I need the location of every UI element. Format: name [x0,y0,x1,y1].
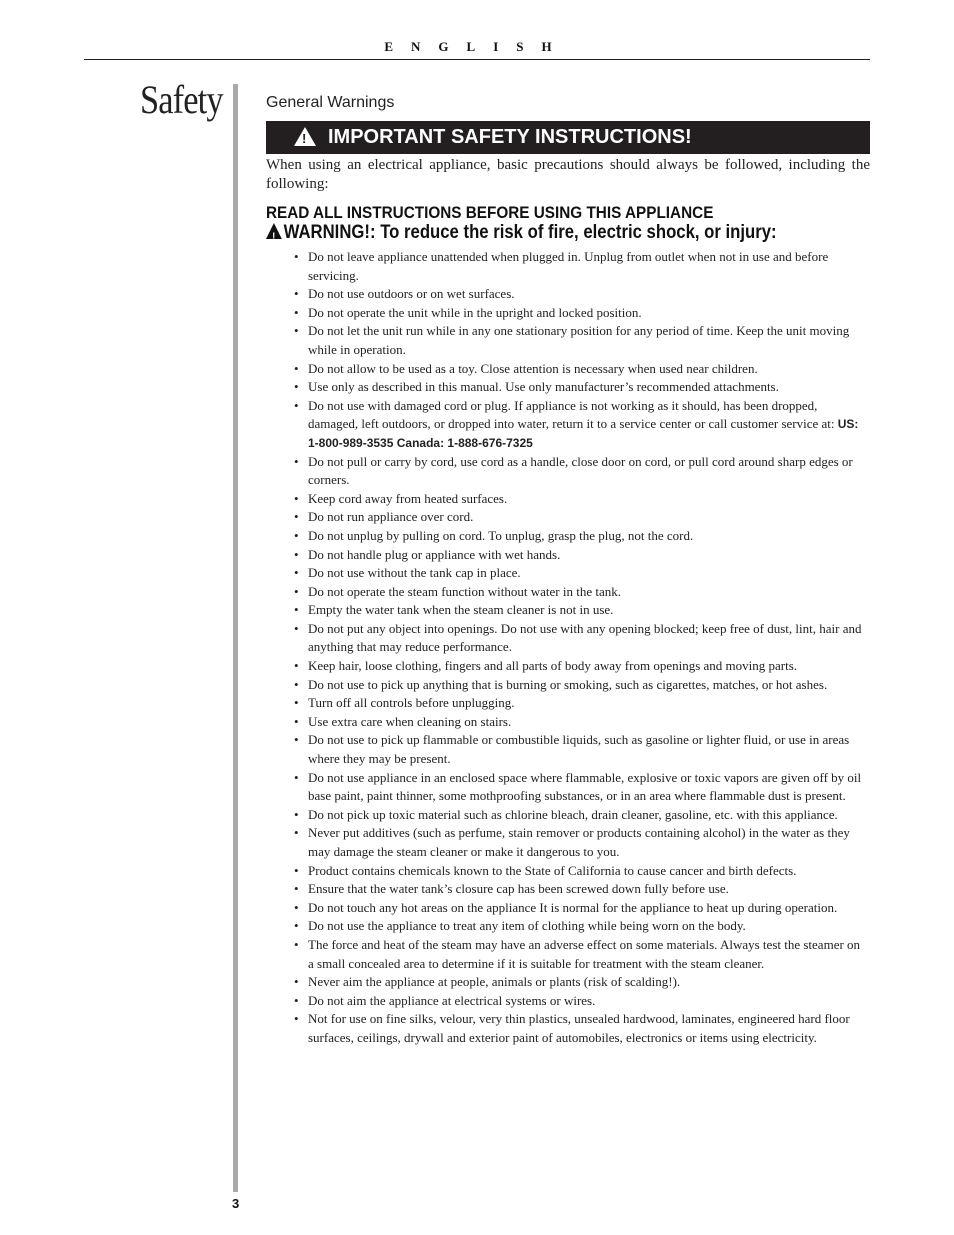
list-item: • Use only as described in this manual. Use only manufacturer’s recommended attachments. [308,378,870,397]
list-item: • Do not unplug by pulling on cord. To unplug, grasp the plug, not the cord. [308,527,870,546]
list-item: • Not for use on fine silks, velour, very thin plastics, unsealed hardwood, laminates, engineered hard floor surfaces, ceilings, drywall and exterior paint of automobiles, electronics or items using electricity. [308,1010,870,1047]
service-phone-numbers: US: 1-800-989-3535 Canada: 1-888-676-7325 [308,417,859,450]
list-item: • Do not operate the steam function without water in the tank. [308,583,870,602]
list-item: • Do not put any object into openings. Do not use with any opening blocked; keep free of dust, lint, hair and anything that may reduce performance. [308,620,870,657]
warning-text: WARNING!: To reduce the risk of fire, electric shock, or injury: [283,222,777,243]
list-item: • Do not allow to be used as a toy. Close attention is necessary when used near children. [308,360,870,379]
side-divider [233,84,238,1192]
list-item: • The force and heat of the steam may have an adverse effect on some materials. Always test the steamer on a small concealed area to determine if it is suitable for treatment with the steam cleaner. [308,936,870,973]
list-item: • Product contains chemicals known to the State of California to cause cancer and birth defects. [308,862,870,881]
banner-text: IMPORTANT SAFETY INSTRUCTIONS! [328,126,692,148]
list-item: • Never put additives (such as perfume, stain remover or products containing alcohol) in the water as they may damage the steam cleaner or make it dangerous to you. [308,824,870,861]
important-safety-banner [266,121,870,154]
list-item: • Do not use to pick up flammable or combustible liquids, such as gasoline or lighter fluid, or use in areas where they may be present. [308,731,870,768]
list-item: • Do not use outdoors or on wet surfaces. [308,285,870,304]
read-all-heading: READ ALL INSTRUCTIONS BEFORE USING THIS APPLIANCE [266,203,714,222]
list-item: • Do not aim the appliance at electrical systems or wires. [308,992,870,1011]
list-item: • Empty the water tank when the steam cleaner is not in use. [308,601,870,620]
intro-paragraph: When using an electrical appliance, basic precautions should always be followed, including the following: [266,157,870,192]
page-number: 3 [232,1196,240,1211]
list-item-text: Do not use with damaged cord or plug. If appliance is not working as it should, has been dropped, damaged, left outdoors, or dropped into water, return it to a service center or call customer service at: [308,397,835,432]
warning-triangle-icon [294,127,316,146]
list-item: • Do not use to pick up anything that is burning or smoking, such as cigarettes, matches, or hot ashes. [308,676,870,695]
list-item: • Do not touch any hot areas on the appliance It is normal for the appliance to heat up during operation. [308,899,870,918]
list-item: • Do not use without the tank cap in place. [308,564,870,583]
list-item: • Keep cord away from heated surfaces. [308,490,870,509]
list-item: • Do not handle plug or appliance with wet hands. [308,546,870,565]
list-item: • Do not pull or carry by cord, use cord as a handle, close door on cord, or pull cord around sharp edges or corners. [308,453,870,490]
list-item [308,397,870,453]
list-item: • Do not pick up toxic material such as chlorine bleach, drain cleaner, gasoline, etc. with this appliance. [308,806,870,825]
warning-triangle-icon [266,223,282,239]
list-item: • Turn off all controls before unplugging. [308,694,870,713]
list-item: • Do not use appliance in an enclosed space where flammable, explosive or toxic vapors are given off by oil base paint, paint thinner, some mothproofing substances, or in an area where flammable dust is present. [308,769,870,806]
list-item: • Keep hair, loose clothing, fingers and all parts of body away from openings and moving parts. [308,657,870,676]
main-content [266,94,870,1048]
language-header: ENGLISH [384,39,570,54]
page-title: Safety [140,77,223,122]
list-item: • Do not run appliance over cord. [308,508,870,527]
warning-heading [266,222,798,244]
list-item: • Do not leave appliance unattended when plugged in. Unplug from outlet when not in use and before servicing. [308,248,870,285]
section-heading: General Warnings [266,94,395,111]
list-item: • Do not use the appliance to treat any item of clothing while being worn on the body. [308,917,870,936]
list-item: • Never aim the appliance at people, animals or plants (risk of scalding!). [308,973,870,992]
list-item: • Ensure that the water tank’s closure cap has been screwed down fully before use. [308,880,870,899]
header-rule [84,59,870,60]
list-item: • Use extra care when cleaning on stairs. [308,713,870,732]
list-item: • Do not let the unit run while in any one stationary position for any period of time. Keep the unit moving while in operation. [308,322,870,359]
safety-rules-list [266,248,870,1048]
list-item: • Do not operate the unit while in the upright and locked position. [308,304,870,323]
